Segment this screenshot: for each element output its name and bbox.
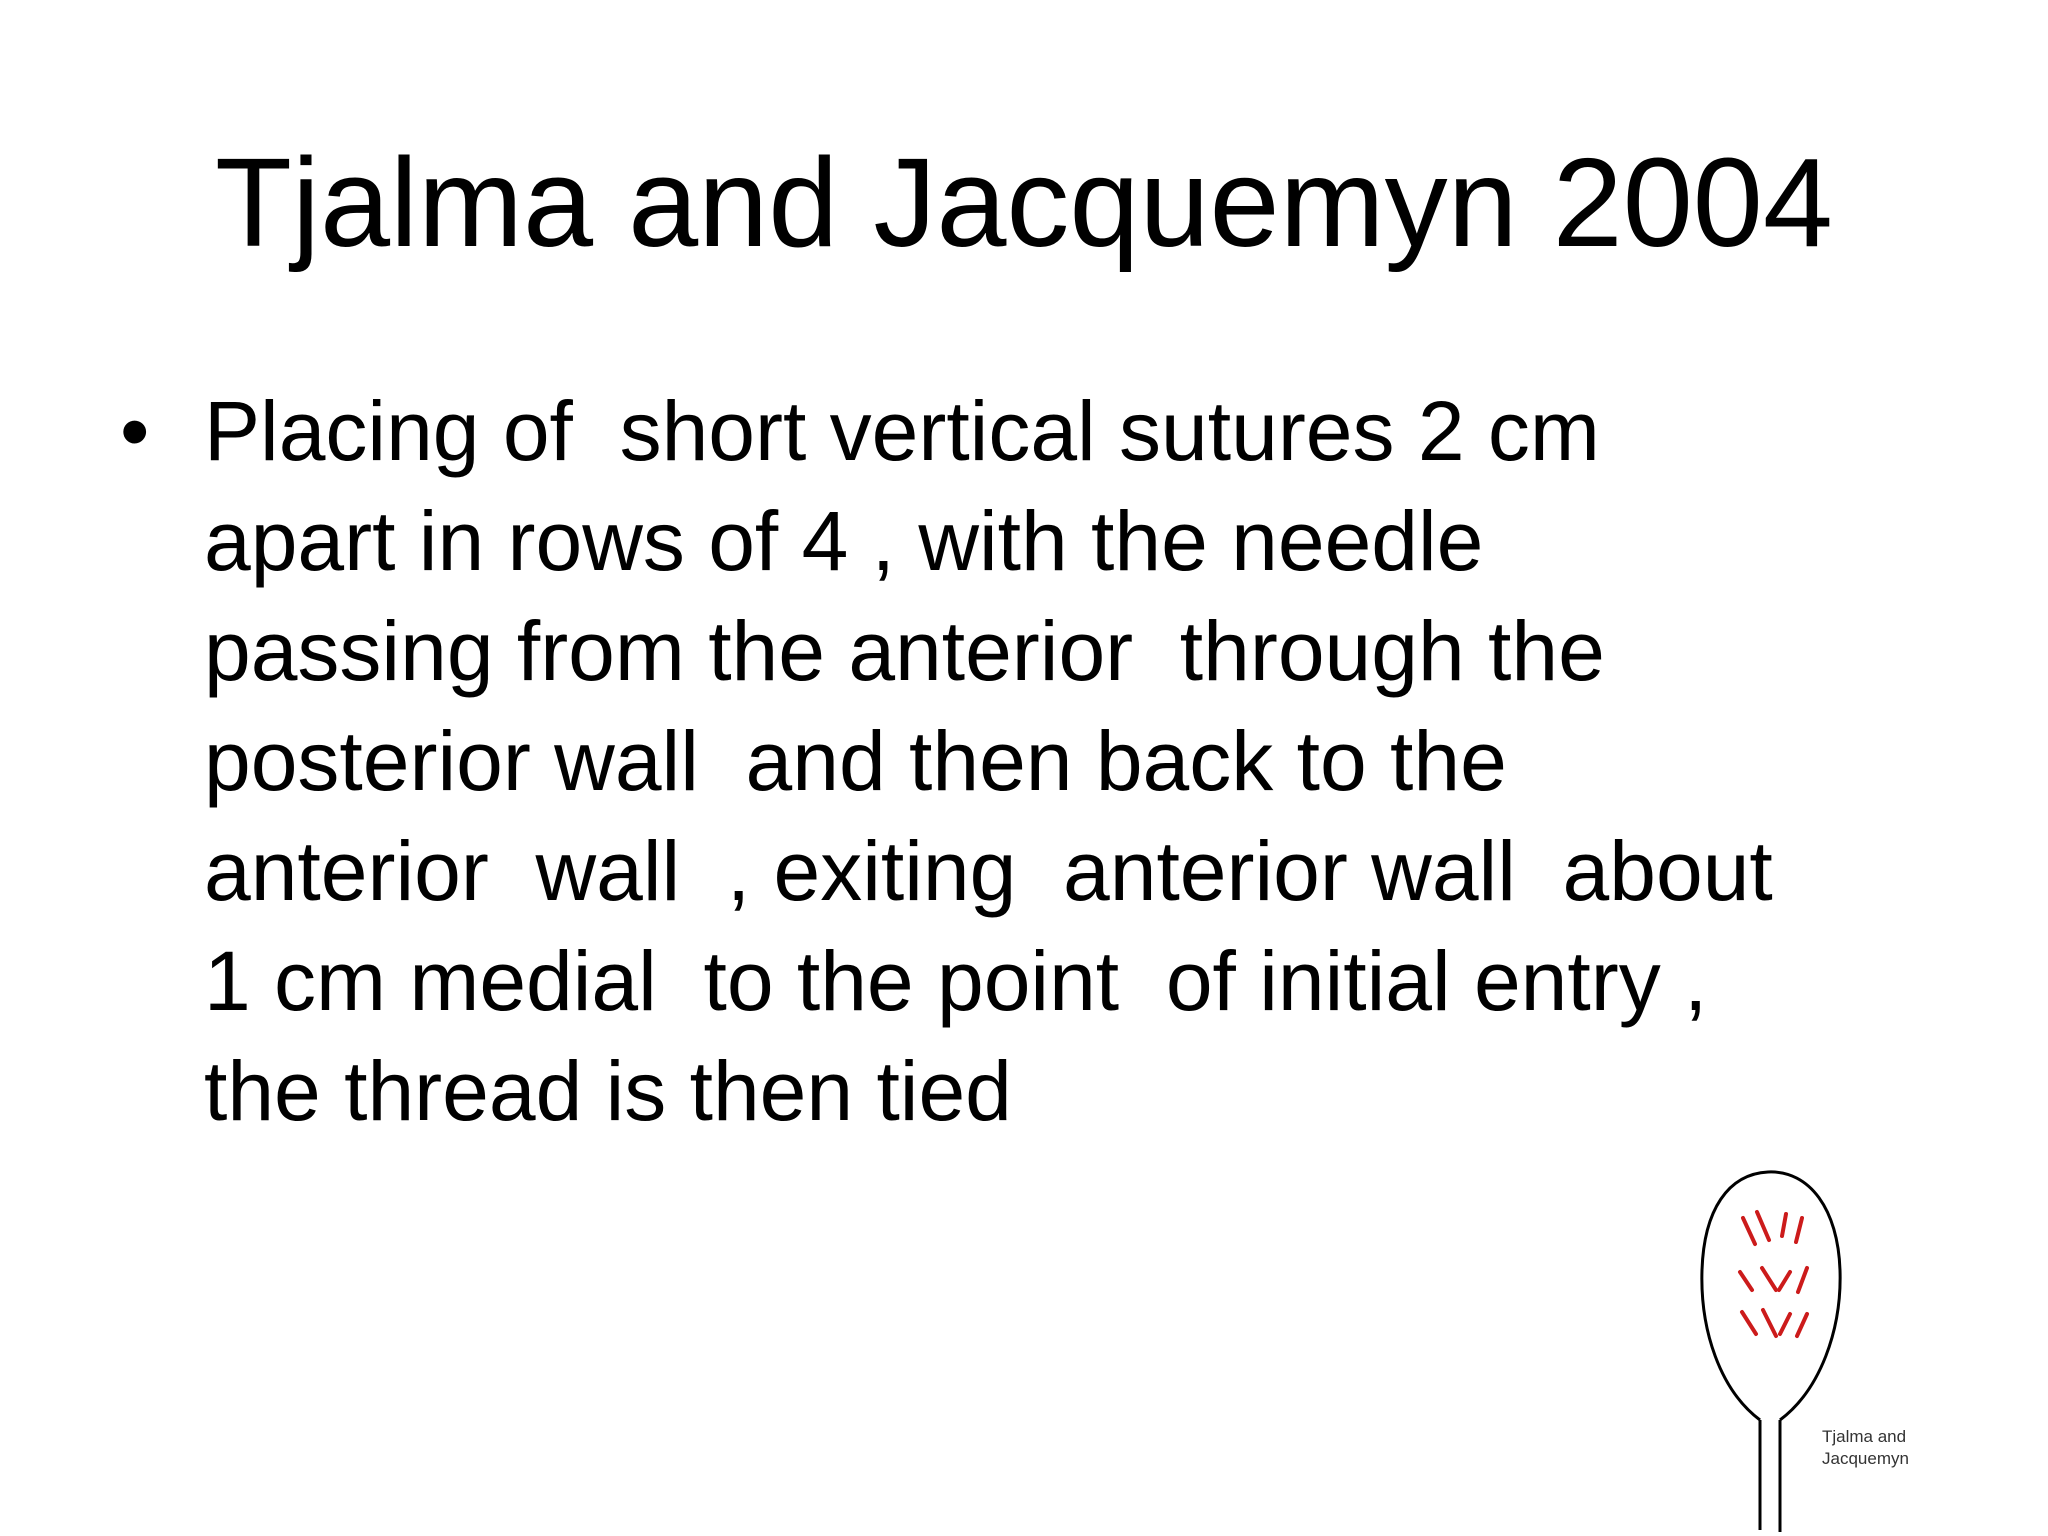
uterus-suture-svg [1680, 1150, 1980, 1536]
suture-mark [1742, 1312, 1756, 1334]
suture-row-2 [1740, 1268, 1807, 1292]
suture-mark [1796, 1218, 1802, 1242]
suture-mark [1782, 1214, 1786, 1236]
suture-mark [1797, 1314, 1807, 1336]
bullet-list [120, 376, 1980, 1146]
bullet-line-5: anterior wall , exiting anterior wall about [204, 824, 1773, 918]
suture-row-3 [1742, 1310, 1807, 1336]
suture-mark [1780, 1314, 1790, 1334]
bullet-line-7: the thread is then tied [204, 1044, 1012, 1138]
suture-mark [1779, 1272, 1790, 1290]
suture-mark [1757, 1212, 1769, 1240]
suture-mark [1740, 1272, 1752, 1290]
suture-mark [1743, 1218, 1755, 1244]
bullet-line-3: passing from the anterior through the [204, 604, 1605, 698]
bullet-line-4: posterior wall and then back to the [204, 714, 1507, 808]
bullet-marker: • [120, 384, 150, 478]
bullet-item [120, 376, 1980, 1146]
figure-caption-line-2: Jacquemyn [1822, 1449, 1909, 1468]
bullet-line-1: Placing of short vertical sutures 2 cm [204, 384, 1600, 478]
bullet-line-2: apart in rows of 4 , with the needle [204, 494, 1484, 588]
suture-mark [1763, 1310, 1776, 1336]
slide-title: Tjalma and Jacquemyn 2004 [215, 132, 1833, 273]
uterus-outline [1702, 1172, 1840, 1420]
bullet-line-6: 1 cm medial to the point of initial entry , [204, 934, 1708, 1028]
uterus-suture-diagram [1680, 1150, 1980, 1536]
figure-caption [1822, 1426, 1909, 1470]
suture-mark [1762, 1268, 1776, 1290]
suture-row-1 [1743, 1212, 1802, 1244]
suture-mark [1798, 1268, 1807, 1292]
figure-caption-line-1: Tjalma and [1822, 1427, 1907, 1446]
